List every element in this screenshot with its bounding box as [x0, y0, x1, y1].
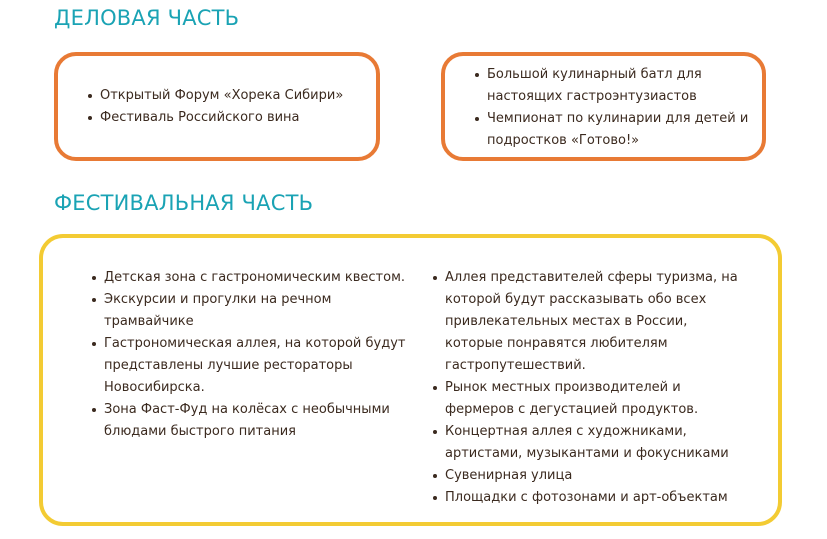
list-item: Площадки с фотозонами и арт-объектам [432, 487, 742, 509]
business-section-heading: ДЕЛОВАЯ ЧАСТЬ [54, 6, 240, 30]
business-right-card [441, 52, 766, 161]
festival-section-heading: ФЕСТИВАЛЬНАЯ ЧАСТЬ [54, 191, 314, 215]
list-item: Сувенирная улица [432, 465, 742, 487]
list-item: Концертная аллея с художниками, артистами, музыкантами и фокусниками [432, 421, 742, 465]
business-left-list [87, 85, 377, 129]
list-item: Гастрономическая аллея, на которой будут представлены лучшие рестораторы Новосибирска. [91, 333, 409, 399]
festival-right-list [432, 267, 742, 509]
business-left-card [54, 52, 380, 161]
festival-card [39, 234, 782, 526]
list-item: Фестиваль Российского вина [87, 107, 377, 129]
list-item: Рынок местных производителей и фермеров с дегустацией продуктов. [432, 377, 742, 421]
business-right-list [474, 64, 759, 152]
list-item: Чемпионат по кулинарии для детей и подростков «Готово!» [474, 108, 759, 152]
list-item: Детская зона с гастрономическим квестом. [91, 267, 409, 289]
festival-left-list [91, 267, 409, 443]
list-item: Аллея представителей сферы туризма, на которой будут рассказывать обо всех привлекательных местах в России, которые понравятся любителям гастропутешествий. [432, 267, 742, 377]
list-item: Экскурсии и прогулки на речном трамвайчике [91, 289, 409, 333]
list-item: Большой кулинарный батл для настоящих гастроэнтузиастов [474, 64, 759, 108]
list-item: Зона Фаст-Фуд на колёсах с необычными блюдами быстрого питания [91, 399, 409, 443]
list-item: Открытый Форум «Хорека Сибири» [87, 85, 377, 107]
